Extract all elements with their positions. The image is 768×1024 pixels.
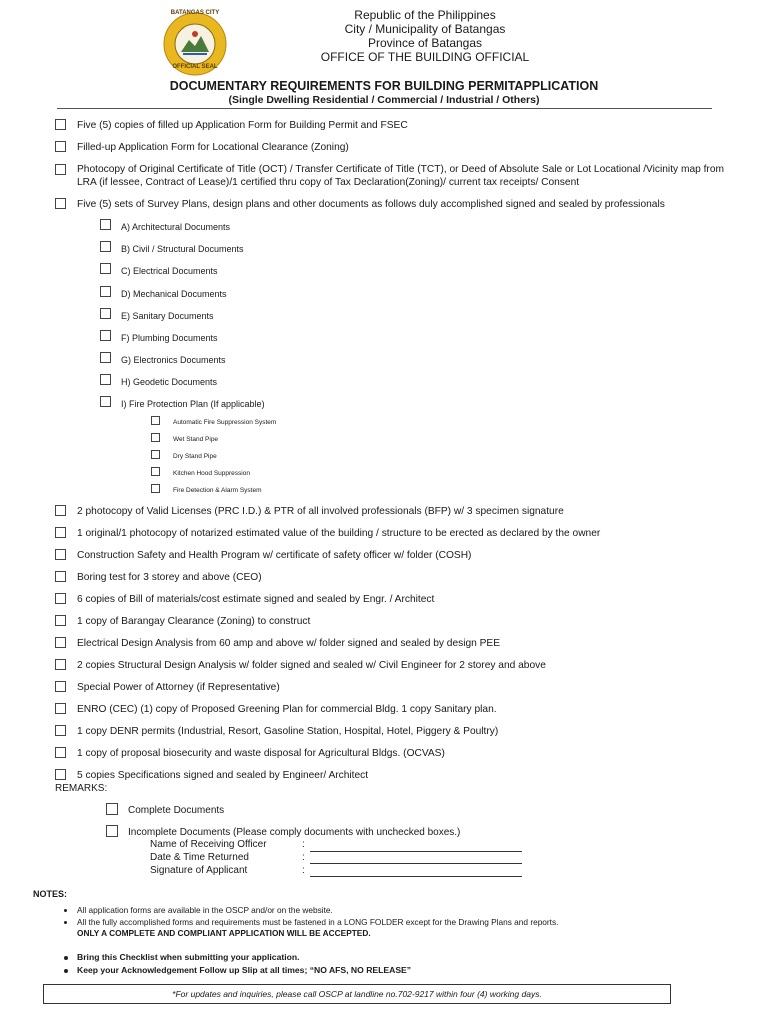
checkbox-complete-documents[interactable] [106,803,118,815]
checkbox-electronics[interactable] [100,352,111,363]
checkbox-structural-design[interactable] [55,659,66,670]
item-enro: ENRO (CEC) (1) copy of Proposed Greening Plan for commercial Bldg. 1 copy Sanitary plan. [77,704,497,715]
sub-item-architectural: A) Architectural Documents [121,222,231,232]
checkbox-denr-permits[interactable] [55,725,66,736]
checkbox-fire-suppression[interactable] [151,416,160,425]
item-survey-plans: Five (5) sets of Survey Plans, design plans and other documents as follows duly accomplished signed and sealed by professionals [77,199,665,210]
checkbox-bill-of-materials[interactable] [55,593,66,604]
checkbox-biosecurity[interactable] [55,747,66,758]
fire-item-fire-detection: Fire Detection & Alarm System [173,487,262,494]
sub-item-mechanical: D) Mechanical Documents [121,289,227,299]
checkbox-electrical-design[interactable] [55,637,66,648]
note-long-folder: All the fully accomplished forms and requirements must be fastened in a LONG FOLDER except for the Drawing Plans and reports. [77,917,559,927]
checkbox-civil[interactable] [100,241,111,252]
item-specifications: 5 copies Specifications signed and sealed by Engineer/ Architect [77,770,369,781]
document-subtitle: (Single Dwelling Residential / Commercial / Industrial / Others) [228,94,540,106]
checkbox-mechanical[interactable] [100,286,111,297]
date-returned-colon: : [302,852,305,863]
checkbox-fire-protection[interactable] [100,396,111,407]
item-boring-test: Boring test for 3 storey and above (CEO) [77,572,262,583]
bullet-icon [64,921,67,924]
item-locational-clearance: Filled-up Application Form for Locational Clearance (Zoning) [77,142,349,153]
checkbox-valid-licenses[interactable] [55,505,66,516]
title-divider [57,108,712,109]
checkbox-incomplete-documents[interactable] [106,825,118,837]
checkbox-kitchen-hood[interactable] [151,467,160,476]
seal-text-bottom: OFFICIAL SEAL [172,64,218,70]
fire-item-dry-stand-pipe: Dry Stand Pipe [173,453,217,460]
checkbox-estimated-value[interactable] [55,527,66,538]
checkbox-boring-test[interactable] [55,571,66,582]
header-city: City / Municipality of Batangas [344,22,506,36]
checkbox-sanitary[interactable] [100,308,111,319]
checkbox-geodetic[interactable] [100,374,111,385]
item-barangay-clearance: 1 copy of Barangay Clearance (Zoning) to construct [77,616,311,627]
receiving-officer-colon: : [302,839,305,850]
fire-item-suppression: Automatic Fire Suppression System [173,419,277,426]
sub-item-fire-protection: I) Fire Protection Plan (If applicable) [121,399,265,409]
checkbox-wet-stand-pipe[interactable] [151,433,160,442]
sub-item-civil: B) Civil / Structural Documents [121,244,244,254]
item-application-form: Five (5) copies of filled up Application Form for Building Permit and FSEC [77,120,408,131]
checkbox-enro[interactable] [55,703,66,714]
seal-text-top: BATANGAS CITY [170,10,220,16]
note-complete-application: ONLY A COMPLETE AND COMPLIANT APPLICATION WILL BE ACCEPTED. [77,928,371,938]
checkbox-power-of-attorney[interactable] [55,681,66,692]
item-power-of-attorney: Special Power of Attorney (if Representative) [77,682,280,693]
checkbox-plumbing[interactable] [100,330,111,341]
bullet-icon [64,909,67,912]
bullet-icon [64,956,68,960]
checkbox-specifications[interactable] [55,769,66,780]
fire-item-kitchen-hood: Kitchen Hood Suppression [173,470,250,477]
item-title-documents: Photocopy of Original Certificate of Title (OCT) / Transfer Certificate of Title (TCT), or Deed of Absolute Sale or Lot Locational /Vicinity map from LRA (if lessee, Contract of Lease)/1 certified thru copy of Tax Declaration(Zoning)/ current tax receipts/ Consent [77,164,724,188]
checkbox-application-form[interactable] [55,119,66,130]
remarks-label: REMARKS: [55,783,108,794]
item-cosh: Construction Safety and Health Program w/ certificate of safety officer w/ folder (COSH) [77,550,472,561]
remarks-incomplete: Incomplete Documents (Please comply documents with unchecked boxes.) [128,827,461,838]
item-estimated-value: 1 original/1 photocopy of notarized estimated value of the building / structure to be erected as declared by the owner [77,528,601,539]
fire-item-wet-stand-pipe: Wet Stand Pipe [173,436,219,443]
checkbox-title-documents[interactable] [55,164,66,175]
item-bill-of-materials: 6 copies of Bill of materials/cost estimate signed and sealed by Engr. / Architect [77,594,435,605]
checkbox-fire-detection[interactable] [151,484,160,493]
checkbox-barangay-clearance[interactable] [55,615,66,626]
sub-item-plumbing: F) Plumbing Documents [121,333,218,343]
notes-label: NOTES: [33,889,68,899]
checkbox-locational-clearance[interactable] [55,141,66,152]
checkbox-cosh[interactable] [55,549,66,560]
sub-item-sanitary: E) Sanitary Documents [121,311,214,321]
sub-item-electronics: G) Electronics Documents [121,355,226,365]
signature-label: Signature of Applicant [150,865,248,876]
header-republic: Republic of the Philippines [354,8,496,22]
item-electrical-design: Electrical Design Analysis from 60 amp and above w/ folder signed and sealed by design PEE [77,638,501,649]
document-title: DOCUMENTARY REQUIREMENTS FOR BUILDING PERMITAPPLICATION [169,79,599,93]
remarks-complete: Complete Documents [128,805,225,816]
checkbox-dry-stand-pipe[interactable] [151,450,160,459]
bullet-icon [64,969,68,973]
note-forms-available: All application forms are available in the OSCP and/or on the website. [77,905,333,915]
header-province: Province of Batangas [367,36,483,50]
note-keep-slip: Keep your Acknowledgement Follow up Slip at all times; “NO AFS, NO RELEASE” [77,965,412,975]
header-office: OFFICE OF THE BUILDING OFFICIAL [320,50,530,64]
signature-colon: : [302,865,305,876]
item-structural-design: 2 copies Structural Design Analysis w/ folder signed and sealed w/ Civil Engineer for 2 storey and above [77,660,546,671]
checkbox-electrical[interactable] [100,263,111,274]
checkbox-architectural[interactable] [100,219,111,230]
sub-item-electrical: C) Electrical Documents [121,266,218,276]
footer-inquiries: *For updates and inquiries, please call OSCP at landline no.702-9217 within four (4) working days. [43,984,671,1004]
item-biosecurity: 1 copy of proposal biosecurity and waste disposal for Agricultural Bldgs. (OCVAS) [77,748,445,759]
item-valid-licenses: 2 photocopy of Valid Licenses (PRC I.D.) & PTR of all involved professionals (BFP) w/ 3 specimen signature [77,506,564,517]
receiving-officer-field[interactable] [310,851,522,852]
item-denr-permits: 1 copy DENR permits (Industrial, Resort, Gasoline Station, Hospital, Hotel, Piggery & Poultry) [77,726,499,737]
note-bring-checklist: Bring this Checklist when submitting your application. [77,952,300,962]
date-returned-field[interactable] [310,863,522,864]
receiving-officer-label: Name of Receiving Officer [150,839,267,850]
signature-field[interactable] [310,876,522,877]
date-returned-label: Date & Time Returned [150,852,249,863]
sub-item-geodetic: H) Geodetic Documents [121,377,218,387]
checkbox-survey-plans[interactable] [55,198,66,209]
